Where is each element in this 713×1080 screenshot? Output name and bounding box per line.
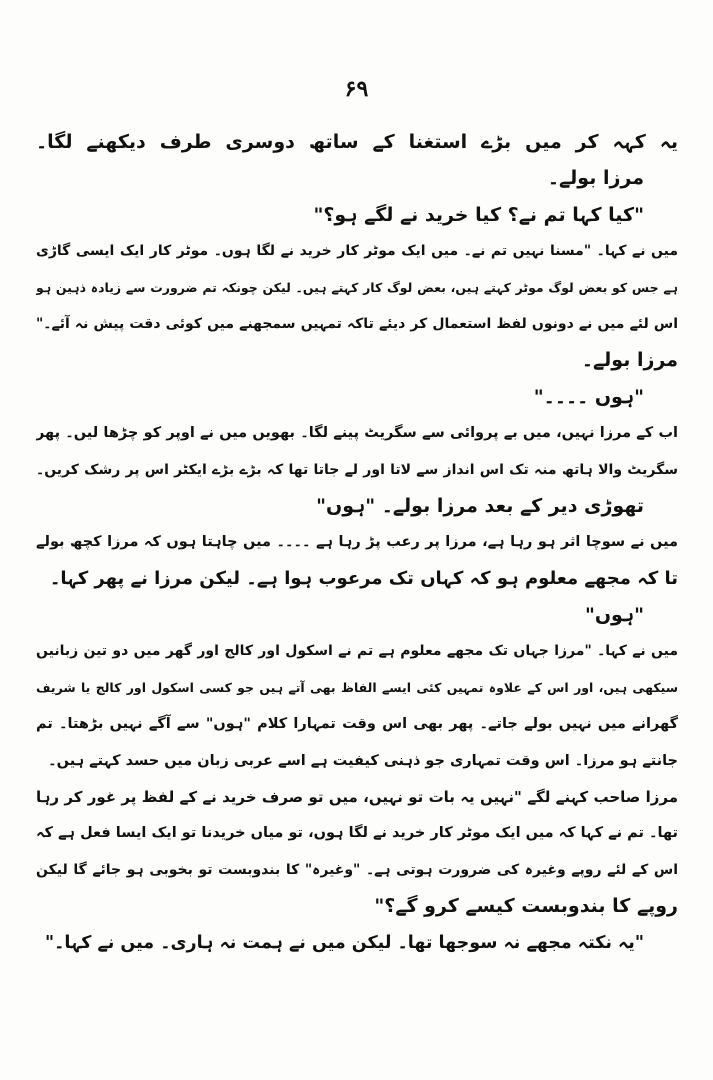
- body-text: [36, 124, 678, 961]
- text-line-22: روپے کا بندوبست کیسے کرو گے؟": [374, 895, 678, 918]
- text-line-5: ہے جس کو بعض لوگ موٹر کہتے ہیں، بعض لوگ کار کہتے ہیں۔ لیکن چونکہ تم ضرورت سے زیادہ ذہین ہو: [36, 279, 678, 295]
- text-line-6: اس لئے میں نے دونوں لفظ استعمال کر دیئے تاکہ تمہیں سمجھنے میں کوئی دقت پیش نہ آئے۔": [36, 315, 678, 332]
- page-number: ۶۹: [344, 76, 369, 102]
- text-line-12: میں نے سوچا اثر ہو رہا ہے، مرزا پر رعب پڑ رہا ہے ۔۔۔۔ میں چاہتا ہوں کہ مرزا کچھ بولے: [36, 534, 678, 551]
- text-line-16: سیکھی ہیں، اور اس کے علاوہ تمہیں کئی ایسے الفاظ بھی آتے ہیں جو کسی اسکول اور کالج یا شریف: [36, 679, 678, 695]
- text-line-3: "کیا کہا تم نے؟ کیا خرید نے لگے ہو؟": [313, 203, 644, 226]
- text-line-14: "ہوں": [584, 604, 644, 627]
- text-line-21: اس کے لئے روپے وغیرہ کی ضرورت ہوتی ہے۔ "وغیرہ" کا بندوبست تو بخوبی ہو جائے گا لیکن: [36, 861, 678, 878]
- text-line-9: اب کے مرزا نہیں، میں بے پروائی سے سگریٹ پینے لگا۔ بھویں میں نے اوپر کو چڑھا لیں۔ پھر: [36, 425, 678, 442]
- text-line-10: سگریٹ والا ہاتھ منہ تک اس انداز سے لاتا اور لے جاتا تھا کہ بڑے بڑے ایکٹر اس پر رشک کریں۔: [36, 461, 678, 478]
- text-line-7: مرزا بولے۔: [581, 349, 678, 372]
- text-line-2: مرزا بولے۔: [547, 167, 644, 190]
- text-line-19: مرزا صاحب کہنے لگے "نہیں یہ بات تو نہیں، میں تو صرف خرید نے کے لفظ پر غور کر رہا: [36, 788, 678, 807]
- text-line-13: تا کہ مجھے معلوم ہو کہ کہاں تک مرعوب ہوا ہے۔ لیکن مرزا نے پھر کہا۔: [49, 567, 678, 589]
- text-line-4: میں نے کہا۔ "مسنا نہیں تم نے۔ میں ایک موٹر کار خرید نے لگا ہوں۔ موٹر کار ایک ایسی گاڑی: [36, 243, 678, 260]
- text-line-15: میں نے کہا۔ "مرزا جہاں تک مجھے معلوم ہے تم نے اسکول اور کالج اور گھر میں دو تین زبانیں: [36, 643, 678, 660]
- text-line-20: تھا۔ تم نے کہا کہ میں ایک موٹر کار خرید نے لگا ہوں، تو میاں خریدنا تو ایک ایسا فعل ہے کہ: [36, 825, 678, 842]
- text-line-8: "ہوں ۔۔۔۔": [533, 385, 644, 408]
- text-line-1: یہ کہہ کر میں بڑے استغنا کے ساتھ دوسری طرف دیکھنے لگا۔: [36, 131, 678, 153]
- text-line-11: تھوڑی دیر کے بعد مرزا بولے۔ "ہوں": [316, 494, 644, 517]
- text-line-17: گھرانے میں نہیں بولے جاتے۔ پھر بھی اس وقت تمہارا کلام "ہوں" سے آگے نہیں بڑھتا۔ تم: [36, 716, 678, 733]
- text-line-23: "یہ نکتہ مجھے نہ سوجھا تھا۔ لیکن میں نے ہمت نہ ہاری۔ میں نے کہا۔": [45, 932, 644, 953]
- text-line-18: جانتے ہو مرزا۔ اس وقت تمہاری جو ذہنی کیفیت ہے اسے عربی زبان میں حسد کہتے ہیں۔: [48, 752, 678, 769]
